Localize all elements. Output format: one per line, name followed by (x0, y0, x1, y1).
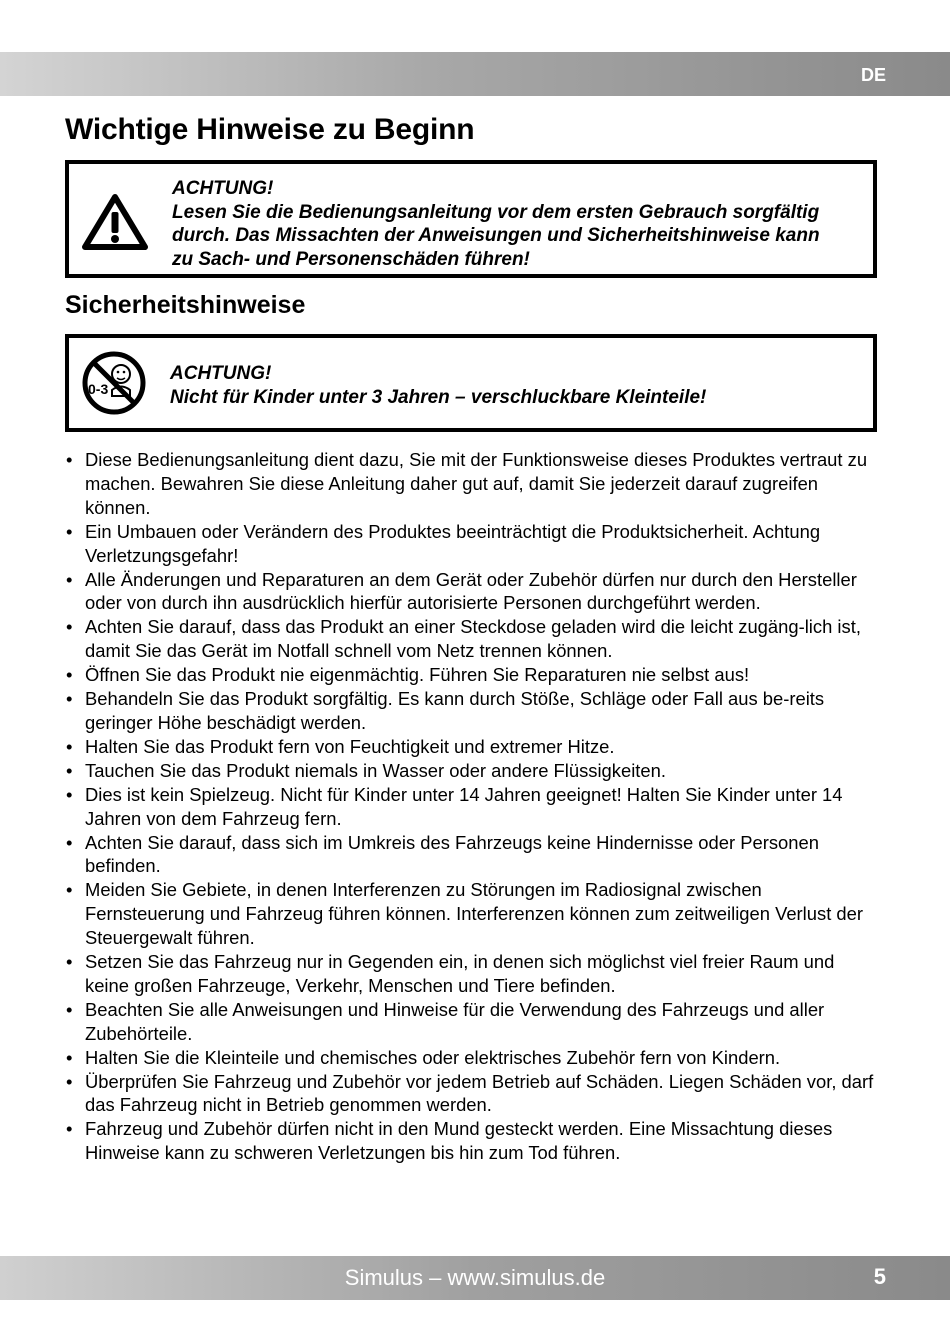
warning-line: Lesen Sie die Bedienungsanleitung vor dem ersten Gebrauch sorgfältig (172, 201, 820, 223)
warning-heading: ACHTUNG! (172, 178, 274, 199)
warning-line: durch. Das Missachten der Anweisungen und Sicherheitshinweise kann (172, 225, 820, 246)
warning-text-children (170, 362, 870, 409)
warning-line: zu Sach- und Personenschäden führen! (172, 248, 530, 270)
age-label: 0-3 (88, 381, 109, 397)
section-title: Sicherheitshinweise (65, 291, 306, 319)
list-item: • Öffnen Sie das Produkt nie eigenmächtig. Führen Sie Reparaturen nie selbst aus! (65, 663, 880, 687)
warning-triangle-icon (81, 192, 149, 257)
warning-box-children (65, 334, 877, 432)
page-title: Wichtige Hinweise zu Beginn (65, 113, 475, 146)
list-item: • Achten Sie darauf, dass das Produkt an einer Steckdose geladen wird die leicht zugäng-lich ist, damit Sie das Gerät im Notfall schnell vom Netz trennen können. (65, 615, 880, 663)
list-item: • Setzen Sie das Fahrzeug nur in Gegenden ein, in denen sich möglichst viel freier Raum und keine großen Fahrzeuge, Verkehr, Menschen und Tiere befinden. (65, 950, 880, 998)
list-item: • Tauchen Sie das Produkt niemals in Wasser oder andere Flüssigkeiten. (65, 759, 880, 783)
list-item: • Beachten Sie alle Anweisungen und Hinweise für die Verwendung des Fahrzeugs und aller Zubehörteile. (65, 998, 880, 1046)
warning-box-general (65, 160, 877, 278)
list-item: • Alle Änderungen und Reparaturen an dem Gerät oder Zubehör dürfen nur durch den Hersteller oder von durch ihn ausdrücklich hierfür autorisierte Personen durchgeführt werden. (65, 568, 880, 616)
list-item: • Diese Bedienungsanleitung dient dazu, Sie mit der Funktionsweise dieses Produktes vertraut zu machen. Bewahren Sie diese Anleitung daher gut auf, damit Sie jederzeit darauf zugreifen können. (65, 448, 880, 520)
list-item: • Dies ist kein Spielzeug. Nicht für Kinder unter 14 Jahren geeignet! Halten Sie Kinder unter 14 Jahren von dem Fahrzeug fern. (65, 783, 880, 831)
warning-heading: ACHTUNG! (170, 363, 272, 384)
not-for-children-icon (81, 350, 147, 421)
header-bar (0, 52, 950, 96)
footer-text: Simulus – www.simulus.de (344, 1265, 606, 1290)
page-number: 5 (873, 1264, 886, 1289)
warning-text-general (172, 177, 872, 271)
list-item: • Achten Sie darauf, dass sich im Umkreis des Fahrzeugs keine Hindernisse oder Personen befinden. (65, 831, 880, 879)
safety-list (65, 448, 880, 1165)
list-item: • Überprüfen Sie Fahrzeug und Zubehör vor jedem Betrieb auf Schäden. Liegen Schäden vor, darf das Fahrzeug nicht in Betrieb genommen werden. (65, 1070, 880, 1118)
footer-bar (0, 1256, 950, 1300)
list-item: • Halten Sie das Produkt fern von Feuchtigkeit und extremer Hitze. (65, 735, 880, 759)
list-item: • Halten Sie die Kleinteile und chemisches oder elektrisches Zubehör fern von Kindern. (65, 1046, 880, 1070)
list-item: • Behandeln Sie das Produkt sorgfältig. Es kann durch Stöße, Schläge oder Fall aus be-reits geringer Höhe beschädigt werden. (65, 687, 880, 735)
warning-line: Nicht für Kinder unter 3 Jahren – verschluckbare Kleinteile! (170, 386, 707, 408)
list-item: • Fahrzeug und Zubehör dürfen nicht in den Mund gesteckt werden. Eine Missachtung dieses Hinweise kann zu schweren Verletzungen bis hin zum Tod führen. (65, 1117, 880, 1165)
list-item: • Ein Umbauen oder Verändern des Produktes beeinträchtigt die Produktsicherheit. Achtung Verletzungsgefahr! (65, 520, 880, 568)
list-item: • Meiden Sie Gebiete, in denen Interferenzen zu Störungen im Radiosignal zwischen Fernsteuerung und Fahrzeug führen können. Interferenzen können zum zeitweiligen Verlust der Steuergewalt führen. (65, 878, 880, 950)
language-tag: DE (860, 65, 886, 85)
